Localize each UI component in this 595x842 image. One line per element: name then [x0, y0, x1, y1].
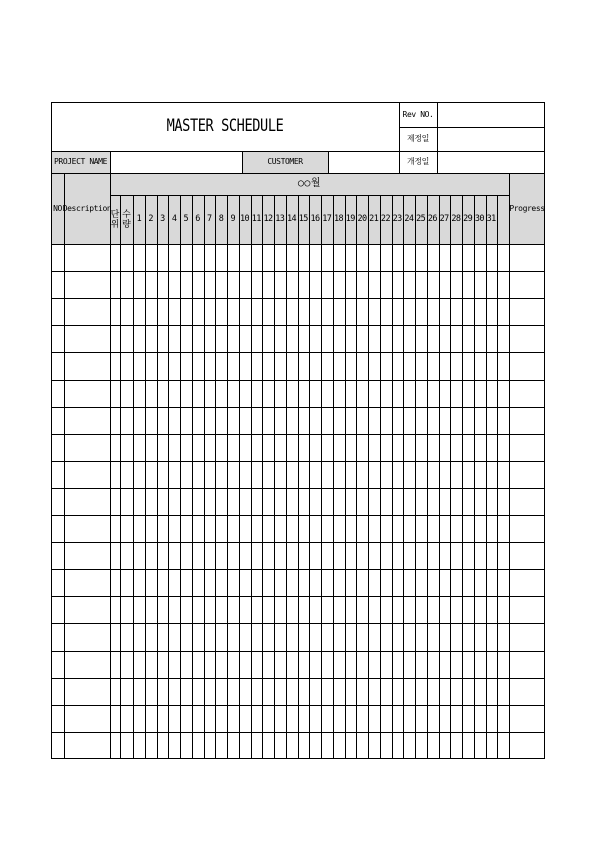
- day-column-header: 8: [218, 214, 224, 225]
- day-column-header: 10: [240, 214, 250, 225]
- project-name-divider: [110, 151, 111, 173]
- day-column-header: 29: [463, 214, 473, 225]
- rev-value-divider: [437, 102, 438, 151]
- day-column-divider: [380, 195, 381, 759]
- quantity-column-header: 수 량: [122, 209, 131, 230]
- day-column-divider: [427, 195, 428, 759]
- day-column-header: 11: [251, 214, 261, 225]
- day-column-header: 24: [404, 214, 414, 225]
- day-column-header: 16: [310, 214, 320, 225]
- revision-label-right-divider: [437, 151, 438, 173]
- progress-column-divider: [509, 173, 510, 759]
- day-column-divider: [392, 195, 393, 759]
- day-column-header: 14: [286, 214, 297, 225]
- rev-no-label: Rev NO.: [402, 109, 434, 119]
- day-column-divider: [204, 195, 205, 759]
- day-column-divider: [192, 195, 193, 759]
- progress-column-header: Progress: [509, 203, 545, 213]
- month-header: ○○월: [297, 178, 322, 189]
- revision-date-label: 제정일: [407, 134, 429, 143]
- day-column-divider: [345, 195, 346, 759]
- day-column-header: 17: [322, 214, 332, 225]
- page-title: MASTER SCHEDULE: [166, 116, 284, 136]
- day-column-header: 22: [380, 214, 390, 225]
- project-name-label: PROJECT NAME: [54, 157, 107, 166]
- day-column-divider: [274, 195, 275, 759]
- no-column-header: NO: [53, 203, 62, 213]
- day-column-divider: [251, 195, 252, 759]
- quantity-column-divider: [133, 195, 134, 759]
- unit-column-header: 단 위: [110, 209, 120, 230]
- day-column-divider: [356, 195, 357, 759]
- description-column-divider: [110, 173, 111, 759]
- day-column-header: 18: [333, 214, 343, 225]
- day-column-divider: [333, 195, 334, 759]
- day-column-header: 20: [357, 214, 367, 225]
- no-column-divider: [64, 173, 65, 759]
- day-column-header: 5: [183, 214, 189, 225]
- day-column-header: 7: [207, 214, 212, 225]
- day-column-divider: [180, 195, 181, 759]
- day-column-divider: [403, 195, 404, 759]
- customer-label: CUSTOMER: [267, 157, 303, 166]
- day-column-header: 30: [474, 214, 484, 225]
- day-column-header: 4: [171, 214, 177, 225]
- day-column-divider: [415, 195, 416, 759]
- day-column-divider: [497, 195, 498, 759]
- day-column-divider: [474, 195, 475, 759]
- day-column-divider: [145, 195, 146, 759]
- day-column-header: 9: [230, 214, 236, 225]
- day-column-header: 1: [136, 214, 142, 225]
- day-column-header: 27: [439, 214, 449, 225]
- day-column-header: 23: [392, 214, 402, 225]
- day-column-divider: [298, 195, 299, 759]
- day-column-divider: [262, 195, 263, 759]
- day-column-divider: [215, 195, 216, 759]
- customer-label-right-divider: [328, 151, 329, 173]
- day-column-divider: [450, 195, 451, 759]
- day-column-header: 13: [275, 214, 285, 225]
- day-column-header: 26: [427, 214, 437, 225]
- day-column-divider: [368, 195, 369, 759]
- day-column-header: 21: [369, 214, 379, 225]
- day-column-header: 2: [148, 214, 153, 225]
- day-column-divider: [168, 195, 169, 759]
- day-column-header: 3: [160, 214, 165, 225]
- day-column-header: 6: [195, 214, 200, 225]
- day-column-header: 25: [416, 214, 426, 225]
- day-column-divider: [462, 195, 463, 759]
- revision-date-label: 개정일: [407, 157, 429, 166]
- day-column-divider: [309, 195, 310, 759]
- day-column-divider: [227, 195, 228, 759]
- day-column-divider: [286, 195, 287, 759]
- day-column-divider: [157, 195, 158, 759]
- day-column-header: 12: [263, 214, 273, 225]
- day-column-header: 19: [345, 214, 355, 225]
- description-column-header: Description: [62, 203, 112, 213]
- unit-column-divider: [120, 195, 121, 759]
- day-column-header: 28: [451, 214, 461, 225]
- day-column-divider: [321, 195, 322, 759]
- day-column-divider: [439, 195, 440, 759]
- day-column-divider: [486, 195, 487, 759]
- day-column-header: 15: [298, 214, 308, 225]
- day-column-divider: [239, 195, 240, 759]
- day-column-header: 31: [486, 214, 496, 225]
